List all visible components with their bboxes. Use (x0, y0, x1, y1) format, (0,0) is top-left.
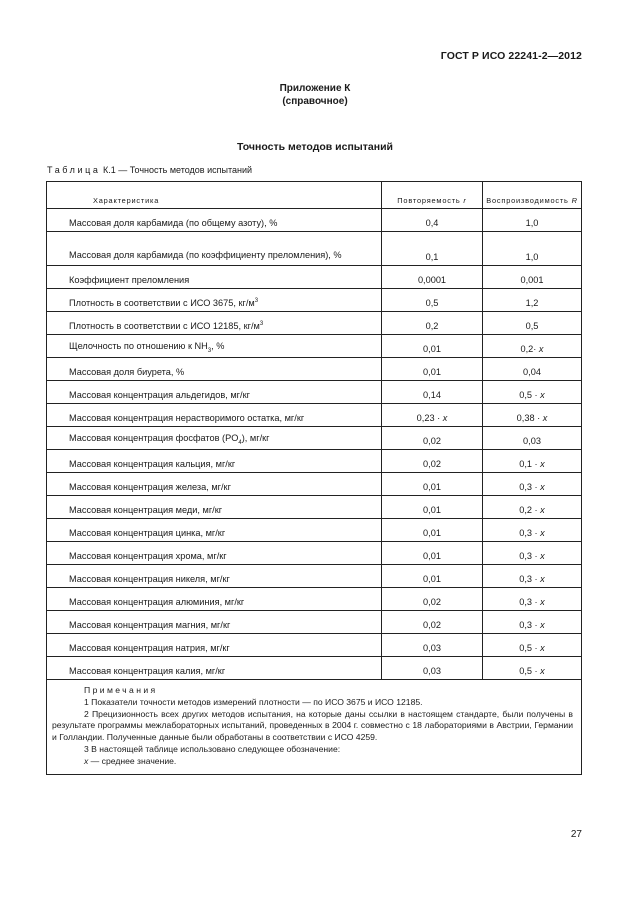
notes-title: Примечания (84, 685, 158, 695)
page-number: 27 (570, 829, 582, 840)
repeatability-cell: 0,0001 (382, 266, 483, 289)
notes-cell (47, 680, 582, 775)
characteristic-cell: Плотность в соответствии с ИСО 12185, $кг/м^3$ (47, 312, 382, 335)
repeatability-cell: 0,03 (382, 657, 483, 680)
table-row (47, 209, 582, 232)
repeatability-cell: 0,5 (382, 289, 483, 312)
repeatability-cell: 0,01 (382, 565, 483, 588)
table-caption (47, 165, 252, 175)
reproducibility-cell: 0,3 · x (483, 565, 582, 588)
table-row (47, 565, 582, 588)
characteristic-cell: Массовая концентрация никеля, мг/кг (47, 565, 382, 588)
table-row (47, 634, 582, 657)
table-row (47, 335, 582, 358)
reproducibility-cell: 0,38 · x (483, 404, 582, 427)
repeatability-cell: 0,02 (382, 611, 483, 634)
reproducibility-cell: 0,3 · x (483, 519, 582, 542)
characteristic-cell: Плотность в соответствии с ИСО 3675, $кг/м^3$ (47, 289, 382, 312)
reproducibility-cell: 0,3 · x (483, 473, 582, 496)
table-row (47, 588, 582, 611)
table-row (47, 657, 582, 680)
table-row (47, 519, 582, 542)
reproducibility-cell: 0,001 (483, 266, 582, 289)
characteristic-cell: Массовая концентрация нерастворимого остатка, мг/кг (47, 404, 382, 427)
header-characteristic: Характеристика (47, 182, 382, 209)
reproducibility-cell: 0,1 · x (483, 450, 582, 473)
characteristic-cell: Массовая концентрация кальция, мг/кг (47, 450, 382, 473)
characteristic-cell: Щелочность по отношению к $NH_3$, % (47, 335, 382, 358)
section-title: Точность методов испытаний (236, 141, 393, 153)
reproducibility-cell: 0,03 (483, 427, 582, 450)
table-caption-label: Таблица (47, 165, 101, 175)
characteristic-cell: Массовая доля карбамида (по коэффициенту преломления), % (47, 232, 382, 266)
table-row (47, 542, 582, 565)
repeatability-cell: 0,01 (382, 519, 483, 542)
table-row (47, 312, 582, 335)
reproducibility-cell: 0,5 · x (483, 381, 582, 404)
characteristic-cell: Массовая концентрация цинка, мг/кг (47, 519, 382, 542)
table-row (47, 427, 582, 450)
note-item: 3 В настоящей таблице использовано следующее обозначение: (84, 743, 341, 754)
reproducibility-cell: 0,3 · x (483, 588, 582, 611)
characteristic-cell: Массовая доля карбамида (по общему азоту), % (47, 209, 382, 232)
characteristic-cell: Массовая концентрация меди, мг/кг (47, 496, 382, 519)
header-reproducibility: Воспроизводимость R (483, 182, 582, 209)
characteristic-cell: Массовая доля биурета, % (47, 358, 382, 381)
repeatability-cell: 0,01 (382, 335, 483, 358)
characteristic-cell: Массовая концентрация алюминия, мг/кг (47, 588, 382, 611)
repeatability-cell: 0,03 (382, 634, 483, 657)
document-code: ГОСТ Р ИСО 22241-2—2012 (440, 50, 582, 62)
note-item: x — среднее значение. (84, 755, 177, 766)
note-item: 1 Показатели точности методов измерений плотности — по ИСО 3675 и ИСО 12185. (84, 696, 423, 707)
reproducibility-cell: 0,2 · x (483, 496, 582, 519)
table-row (47, 289, 582, 312)
characteristic-cell: Массовая концентрация железа, мг/кг (47, 473, 382, 496)
repeatability-cell: 0,01 (382, 358, 483, 381)
table-row (47, 381, 582, 404)
header-repeatability: Повторяемость r (382, 182, 483, 209)
reproducibility-cell: 1,0 (483, 209, 582, 232)
table-row (47, 496, 582, 519)
table-row (47, 611, 582, 634)
table-row (47, 473, 582, 496)
repeatability-cell: 0,1 (382, 232, 483, 266)
annex-title: Приложение К (279, 83, 351, 94)
note-item: 2 Прецизионность всех других методов испытания, на которые даны ссылки в настоящем стандарте, были получены в результате программы межлабораторных испытаний, проведенных в 2004 г. совместно с 18 лабораториями в Австрии, Германии и Голландии. Полученные данные были обработаны в соответствии с ИСО 4259. (52, 708, 573, 743)
reproducibility-cell: 0,04 (483, 358, 582, 381)
characteristic-cell: Массовая концентрация магния, мг/кг (47, 611, 382, 634)
table-row (47, 232, 582, 266)
characteristic-cell: Массовая концентрация калия, мг/кг (47, 657, 382, 680)
table-row (47, 358, 582, 381)
precision-table (46, 181, 582, 775)
reproducibility-cell: 0,5 (483, 312, 582, 335)
reproducibility-cell: 1,0 (483, 232, 582, 266)
reproducibility-cell: 1,2 (483, 289, 582, 312)
table-header-row (47, 182, 582, 209)
repeatability-cell: 0,02 (382, 450, 483, 473)
repeatability-cell: 0,2 (382, 312, 483, 335)
characteristic-cell: Коэффициент преломления (47, 266, 382, 289)
repeatability-cell: 0,01 (382, 496, 483, 519)
characteristic-cell: Массовая концентрация натрия, мг/кг (47, 634, 382, 657)
table-row (47, 404, 582, 427)
characteristic-cell: Массовая концентрация альдегидов, мг/кг (47, 381, 382, 404)
repeatability-cell: 0,01 (382, 542, 483, 565)
table-row (47, 266, 582, 289)
repeatability-cell: 0,14 (382, 381, 483, 404)
annex-heading (0, 83, 630, 108)
reproducibility-cell: 0,5 · x (483, 657, 582, 680)
characteristic-cell: Массовая концентрация фосфатов $(PO_4)$, мг/кг (47, 427, 382, 450)
table-row (47, 450, 582, 473)
reproducibility-cell: 0,5 · x (483, 634, 582, 657)
reproducibility-cell: 0,3 · x (483, 611, 582, 634)
reproducibility-cell: 0,2· x (483, 335, 582, 358)
repeatability-cell: 0,4 (382, 209, 483, 232)
repeatability-cell: 0,02 (382, 588, 483, 611)
notes-row (47, 680, 582, 775)
table-caption-text: К.1 — Точность методов испытаний (100, 165, 253, 175)
annex-subtitle: (справочное) (282, 95, 348, 107)
repeatability-cell: 0,02 (382, 427, 483, 450)
repeatability-cell: 0,01 (382, 473, 483, 496)
reproducibility-cell: 0,3 · x (483, 542, 582, 565)
repeatability-cell: 0,23 · x (382, 404, 483, 427)
characteristic-cell: Массовая концентрация хрома, мг/кг (47, 542, 382, 565)
